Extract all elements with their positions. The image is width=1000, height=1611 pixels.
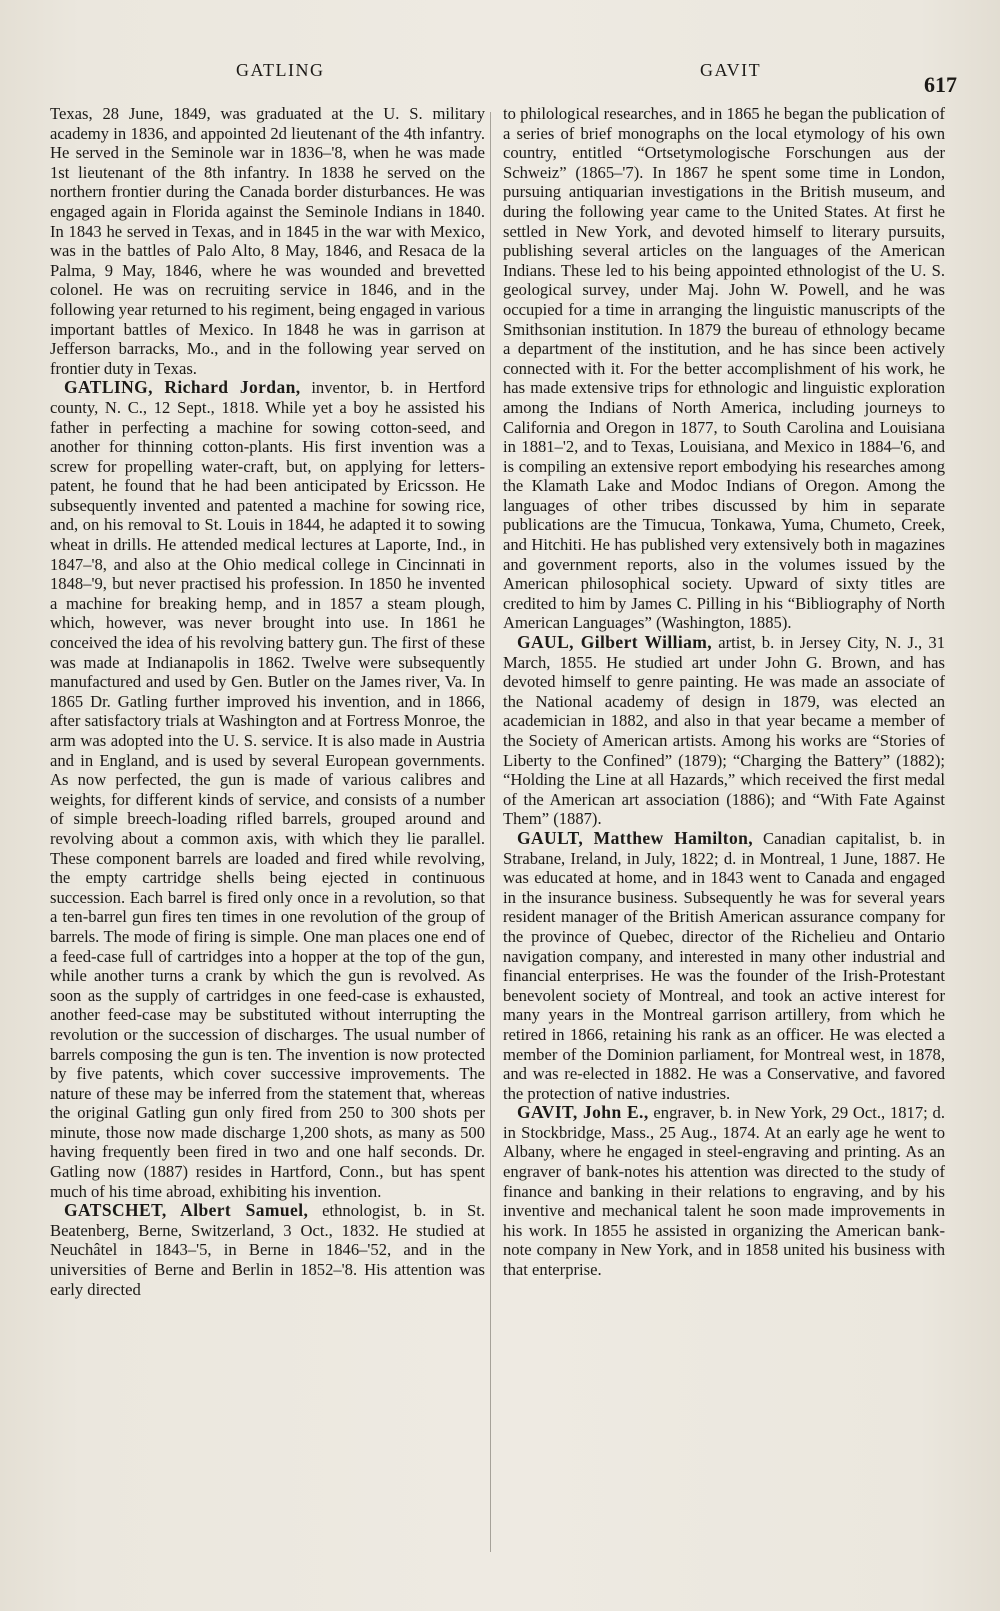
entry-headword: GAULT, Matthew Hamilton,: [517, 827, 754, 848]
entry-headword: GATLING, Richard Jordan,: [64, 377, 301, 398]
entry-gatschet: [50, 1201, 485, 1299]
entry-gatling: [50, 378, 485, 1201]
entry-headword: GAVIT, John E.,: [517, 1102, 649, 1123]
column-divider: [490, 112, 491, 1552]
running-head-left: GATLING: [236, 60, 325, 80]
entry-body: engraver, b. in New York, 29 Oct., 1817; d. in Stockbridge, Mass., 25 Aug., 1874. At an early age he went to Albany, where he engaged in steel-engraving and printing. As an engraver of bank-notes his attention was directed to the study of finance and banking in their relations to engraving, and by his inventive and mechanical talent he soon made improvements in his work. In 1855 he assisted in organizing the American bank-note company in New York, and in 1858 united his business with that enterprise.: [503, 1103, 945, 1280]
entry-headword: GAUL, Gilbert William,: [517, 632, 713, 653]
entry-body: inventor, b. in Hertford county, N. C., 12 Sept., 1818. While yet a boy he assisted his father in perfecting a machine for sowing cotton-seed, and another for thinning cotton-plants. His first invention was a screw for propelling water-craft, but, on applying for letters-patent, he found that he had been anticipated by Ericsson. He subsequently invented and patented a machine for sowing rice, and, on his removal to St. Louis in 1844, he adapted it to sowing wheat in drills. He attended medical lectures at Laporte, Ind., in 1847–'8, and also at the Ohio medical college in Cincinnati in 1848–'9, but never practised his profession. In 1850 he invented a machine for breaking hemp, and in 1857 a steam plough, which, however, was never brought into use. In 1861 he conceived the idea of his revolving battery gun. The first of these was made at Indianapolis in 1862. Twelve were subsequently manufactured and used by Gen. Butler on the James river, Va. In 1865 Dr. Gatling further improved his invention, and in 1866, after satisfactory trials at Washington and at Fortress Monroe, the arm was adopted into the U. S. service. It is also made in Austria and in England, and is used by several European governments. As now perfected, the gun is made of various calibres and weights, for different kinds of service, and consists of a number of simple breech-loading rifled barrels, grouped around and revolving about a common axis, with which they lie parallel. These component barrels are loaded and fired while revolving, the empty cartridge shells being ejected in continuous succession. Each barrel is fired only once in a revolution, so that a ten-barrel gun fires ten times in one revolution of the group of barrels. The mode of firing is simple. One man places one end of a feed-case full of cartridges into a hopper at the top of the gun, while another turns a crank by which the gun is revolved. As soon as the supply of cartridges in one feed-case is exhausted, another feed-case may be substituted without interrupting the revolution or the succession of discharges. The usual number of barrels composing the gun is ten. The invention is now protected by five patents, which cover successive improvements. The nature of these may be inferred from the statement that, whereas the original Gatling gun only fired from 250 to 300 shots per minute, those now made discharge 1,200 shots, as many as 500 having frequently been fired in two and one half seconds. Dr. Gatling now (1887) resides in Hartford, Conn., but has spent much of his time abroad, exhibiting his invention.: [50, 378, 485, 1201]
running-head-right: GAVIT: [700, 60, 762, 80]
entry-gault: [503, 829, 945, 1103]
left-column: [50, 104, 485, 1299]
continued-entry-text: Texas, 28 June, 1849, was graduated at the U. S. military academy in 1836, and appointed 2d lieutenant of the 4th infantry. He served in the Seminole war in 1836–'8, when he was made 1st lieutenant of the 8th infantry. In 1838 he served on the northern frontier during the Canada border disturbances. He was engaged again in Florida against the Seminole Indians in 1840. In 1843 he served in Texas, and in 1845 in the war with Mexico, was in the battles of Palo Alto, 8 May, 1846, and Resaca de la Palma, 9 May, 1846, where he was wounded and brevetted colonel. He was on recruiting service in 1846, and in the following year returned to his regiment, being engaged in various important battles of Mexico. In 1848 he was in garrison at Jefferson barracks, Mo., and in the following year served on frontier duty in Texas.: [50, 104, 486, 378]
right-column: [503, 104, 945, 1280]
entry-gavit: [503, 1103, 945, 1279]
entry-body: Canadian capitalist, b. in Strabane, Ireland, in July, 1822; d. in Montreal, 1 June, 1887. He was educated at home, and in 1843 went to Canada and engaged in the insurance business. Subsequently he was for several years resident manager of the British American assurance company for the province of Quebec, director of the Richelieu and Ontario navigation company, and interested in many other industrial and financial enterprises. He was the founder of the Irish-Protestant benevolent society of Montreal, and took an active interest for many years in the Montreal garrison artillery, from which he retired in 1866, retaining his rank as an officer. He was elected a member of the Dominion parliament, for Montreal west, in 1878, and was re-elected in 1882. He was a Conservative, and favored the protection of native industries.: [503, 828, 945, 1103]
entry-body: ethnologist, b. in St. Beatenberg, Berne, Switzerland, 3 Oct., 1832. He studied at Neuchâtel in 1843–'5, in Berne in 1846–'52, and in the universities of Berne and Berlin in 1852–'8. His attention was early directed: [50, 1201, 485, 1299]
page-number: 617: [924, 72, 957, 97]
continued-entry-text: to philological researches, and in 1865 he began the publication of a series of brief monographs on the local etymology of his own country, entitled “Ortsetymologische Forschungen aus der Schweiz” (1865–'7). In 1867 he spent some time in London, pursuing antiquarian investigations in the British museum, and during the following year came to the United States. At first he settled in New York, and devoted himself to literary pursuits, publishing several articles on the languages of the American Indians. These led to his being appointed ethnologist of the U. S. geological survey, under Maj. John W. Powell, and he was occupied for a time in arranging the linguistic manuscripts of the Smithsonian institution. In 1879 the bureau of ethnology became a department of the institution, and he has since been actively connected with it. For the better accomplishment of his work, he has made extensive trips for ethnologic and linguistic exploration among the Indians of North America, including journeys to California and Oregon in 1877, to South Carolina and Louisiana in 1881–'2, and to Texas, Louisiana, and Mexico in 1884–'6, and is compiling an extensive report embodying his researches among the Klamath Lake and Modoc Indians of Oregon. Among the languages of other tribes discussed by him in separate publications are the Timucua, Tonkawa, Yuma, Chumeto, Creek, and Hitchiti. He has published very extensively both in magazines and government reports, also in the volumes issued by the American philosophical society. Upward of sixty titles are credited to him by James C. Pilling in his “Bibliography of North American Languages” (Washington, 1885).: [503, 104, 945, 633]
entry-body: artist, b. in Jersey City, N. J., 31 March, 1855. He studied art under John G. Brown, and has devoted himself to genre painting. He was made an associate of the National academy of design in 1879, was elected an academician in 1882, and also in that year became a member of the Society of American artists. Among his works are “Stories of Liberty to the Confined” (1879); “Charging the Battery” (1882); “Holding the Line at all Hazards,” which received the first medal of the American art association (1886); and “With Fate Against Them” (1887).: [503, 633, 945, 829]
entry-headword: GATSCHET, Albert Samuel,: [64, 1200, 309, 1221]
entry-gaul: [503, 633, 945, 829]
